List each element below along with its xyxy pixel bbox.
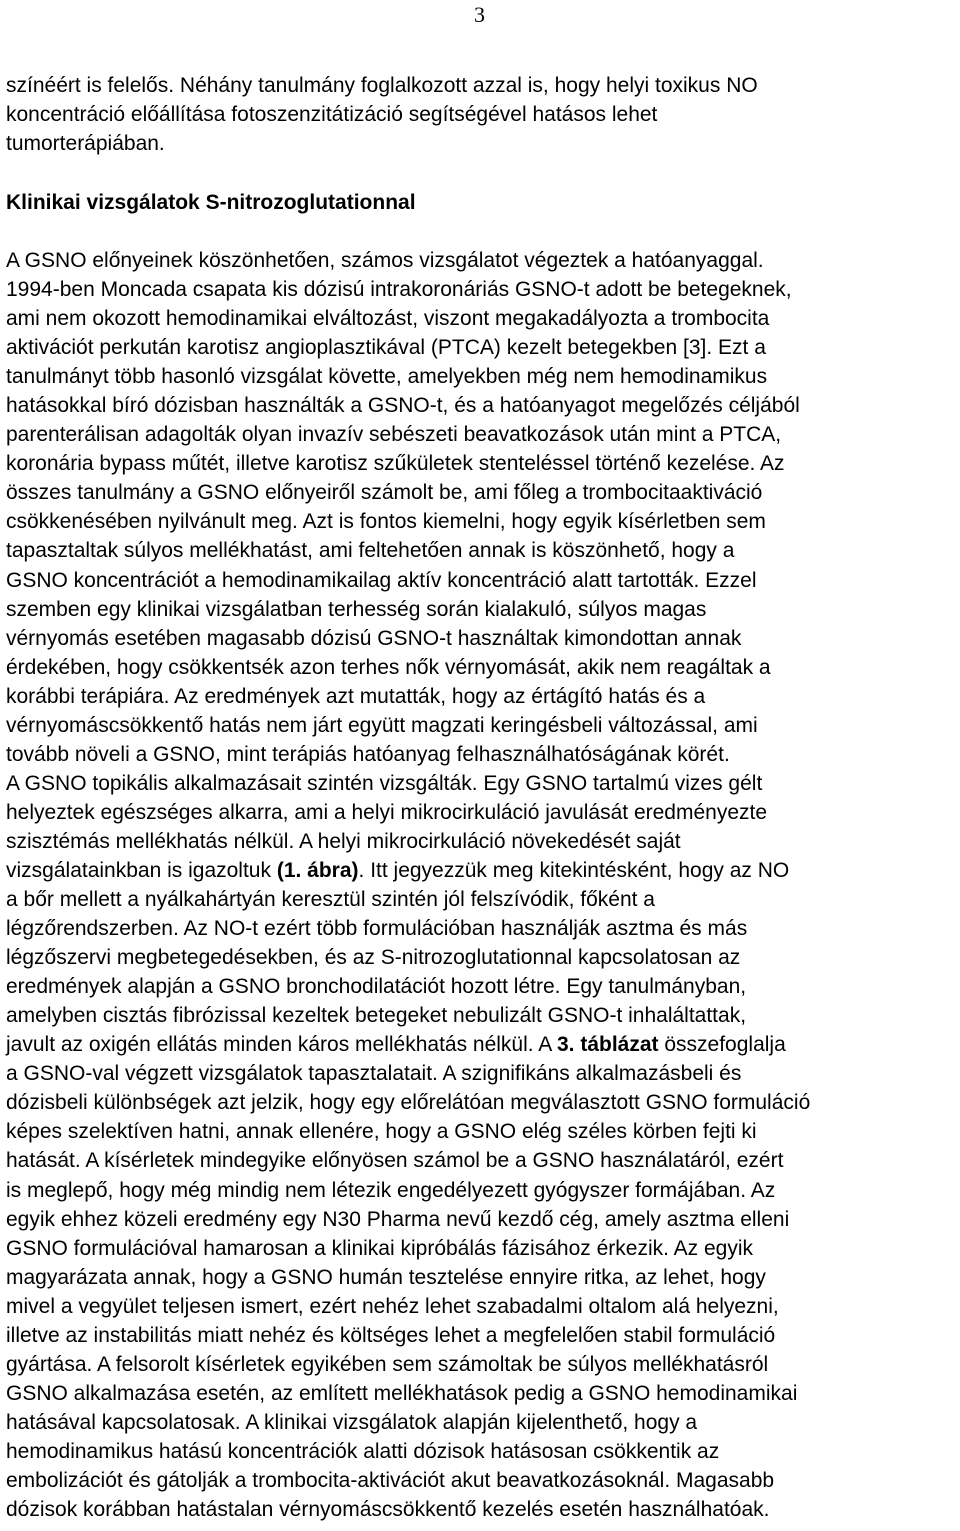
text-line: légzőszervi megbetegedésekben, és az S-nitrozoglutationnal kapcsolatosan az — [6, 946, 741, 970]
text-line: hatását. A kísérletek mindegyike előnyösen számol be a GSNO használatáról, ezért — [6, 1149, 784, 1173]
text-line: szisztémás mellékhatás nélkül. A helyi mikrocirkuláció növekedését saját — [6, 829, 681, 853]
text-line: a GSNO-val végzett vizsgálatok tapasztalatait. A szignifikáns alkalmazásbeli és — [6, 1062, 742, 1086]
text-run: javult az oxigén ellátás minden káros mellékhatás nélkül. A — [6, 1033, 557, 1057]
text-line: tanulmányt több hasonló vizsgálat követte, amelyekben még nem hemodinamikus — [6, 365, 768, 389]
text-line: tovább növeli a GSNO, mint terápiás hatóanyag felhasználhatóságának körét. — [6, 742, 730, 766]
text-line: GSNO koncentrációt a hemodinamikailag aktív koncentráció alatt tartották. Ezzel — [6, 568, 757, 592]
text-line: képes szelektíven hatni, annak ellenére, hogy a GSNO elég széles körben fejti ki — [6, 1120, 757, 1144]
text-line: tapasztaltak súlyos mellékhatást, ami feltehetően annak is köszönhető, hogy a — [6, 539, 735, 563]
text-line: hemodinamikus hatású koncentrációk alatti dózisok hatásosan csökkentik az — [6, 1439, 720, 1463]
text-line: tumorterápiában. — [6, 132, 165, 156]
text-line: parenterálisan adagolták olyan invazív sebészeti beavatkozások után mint a PTCA, — [6, 423, 782, 447]
text-line: vérnyomás esetében magasabb dózisú GSNO-t használtak kimondottan annak — [6, 626, 742, 650]
text-line: összes tanulmány a GSNO előnyeiről számolt be, ami főleg a trombocitaaktiváció — [6, 481, 763, 505]
section-heading: Klinikai vizsgálatok S-nitrozoglutationnal — [6, 191, 416, 214]
text-line: magyarázata annak, hogy a GSNO humán tesztelése ennyire ritka, az lehet, hogy — [6, 1265, 766, 1289]
text-line: illetve az instabilitás miatt nehéz és költséges lehet a megfelelően stabil formuláció — [6, 1323, 776, 1347]
text-line — [6, 856, 956, 885]
text-line: színéért is felelős. Néhány tanulmány foglalkozott azzal is, hogy helyi toxikus NO — [6, 74, 758, 97]
text-line — [6, 1030, 956, 1059]
text-line: dózisbeli különbségek azt jelzik, hogy egy előrelátóan megválasztott GSNO formuláció — [6, 1091, 811, 1115]
text-line: korábbi terápiára. Az eredmények azt mutatták, hogy az értágító hatás és a — [6, 684, 706, 708]
bold-reference: 3. táblázat — [556, 1033, 659, 1057]
bold-reference: (1. ábra) — [276, 858, 359, 882]
text-line: A GSNO előnyeinek köszönhetően, számos vizsgálatot végeztek a hatóanyaggal. — [6, 249, 764, 272]
text-line: vérnyomáscsökkentő hatás nem járt együtt magzati keringésbeli változással, ami — [6, 713, 758, 737]
text-line: a bőr mellett a nyálkahártyán keresztül szintén jól felszívódik, főként a — [6, 888, 655, 912]
text-line: amelyben cisztás fibrózissal kezeltek betegeket nebulizált GSNO-t inhaláltattak, — [6, 1004, 747, 1028]
text-line: GSNO formulációval hamarosan a klinikai kipróbálás fázisához érkezik. Az egyik — [6, 1236, 753, 1260]
page-number: 3 — [474, 2, 485, 27]
text-line: érdekében, hogy csökkentsék azon terhes nők vérnyomását, akik nem reagáltak a — [6, 655, 771, 679]
text-run: vizsgálatainkban is igazoltuk — [6, 858, 277, 882]
text-run: . Itt jegyezzük meg kitekintésként, hogy az NO — [358, 858, 790, 882]
text-line: dózisok korábban hatástalan vérnyomáscsökkentő kezelés esetén használhatóak. — [6, 1498, 770, 1522]
text-line: gyártása. A felsorolt kísérletek egyikében sem számoltak be súlyos mellékhatásról — [6, 1352, 769, 1376]
intro-paragraph — [6, 71, 956, 158]
text-line: szemben egy klinikai vizsgálatban terhesség során kialakuló, súlyos magas — [6, 597, 707, 621]
text-line: aktivációt perkután karotisz angioplasztikával (PTCA) kezelt betegekben [3]. Ezt a — [6, 336, 766, 360]
text-line: embolizációt és gátolják a trombocita-aktivációt akut beavatkozásoknál. Magasabb — [6, 1468, 775, 1492]
main-paragraph — [6, 246, 956, 1524]
text-line: légzőrendszerben. Az NO-t ezért több formulációban használják asztma és más — [6, 917, 748, 941]
text-line: GSNO alkalmazása esetén, az említett mellékhatások pedig a GSNO hemodinamikai — [6, 1381, 798, 1405]
text-line: eredmények alapján a GSNO bronchodilatációt hozott létre. Egy tanulmányban, — [6, 975, 747, 999]
text-line: ami nem okozott hemodinamikai elváltozást, viszont megakadályozta a trombocita — [6, 307, 770, 331]
text-run: összefoglalja — [658, 1033, 786, 1057]
text-line: A GSNO topikális alkalmazásait szintén vizsgálták. Egy GSNO tartalmú vizes gélt — [6, 771, 763, 795]
text-line: hatásokkal bíró dózisban használták a GSNO-t, és a hatóanyagot megelőzés céljából — [6, 394, 800, 418]
text-line: egyik ehhez közeli eredmény egy N30 Pharma nevű kezdő cég, amely asztma elleni — [6, 1207, 790, 1231]
text-line: helyeztek egészséges alkarra, ami a helyi mikrocirkuláció javulását eredményezte — [6, 800, 768, 824]
text-line: hatásával kapcsolatosak. A klinikai vizsgálatok alapján kijelenthető, hogy a — [6, 1410, 698, 1434]
text-line: mivel a vegyület teljesen ismert, ezért nehéz lehet szabadalmi oltalom alá helyezni, — [6, 1294, 779, 1318]
text-line: 1994-ben Moncada csapata kis dózisú intrakoronáriás GSNO-t adott be betegeknek, — [6, 278, 792, 302]
text-line: koncentráció előállítása fotoszenzitátizáció segítségével hatásos lehet — [6, 103, 658, 127]
text-line: koronária bypass műtét, illetve karotisz szűkületek stenteléssel történő kezelése. Az — [6, 452, 785, 476]
text-line: is meglepő, hogy még mindig nem létezik engedélyezett gyógyszer formájában. Az — [6, 1178, 776, 1202]
text-line: csökkenésében nyilvánult meg. Azt is fontos kiemelni, hogy egyik kísérletben sem — [6, 510, 766, 534]
